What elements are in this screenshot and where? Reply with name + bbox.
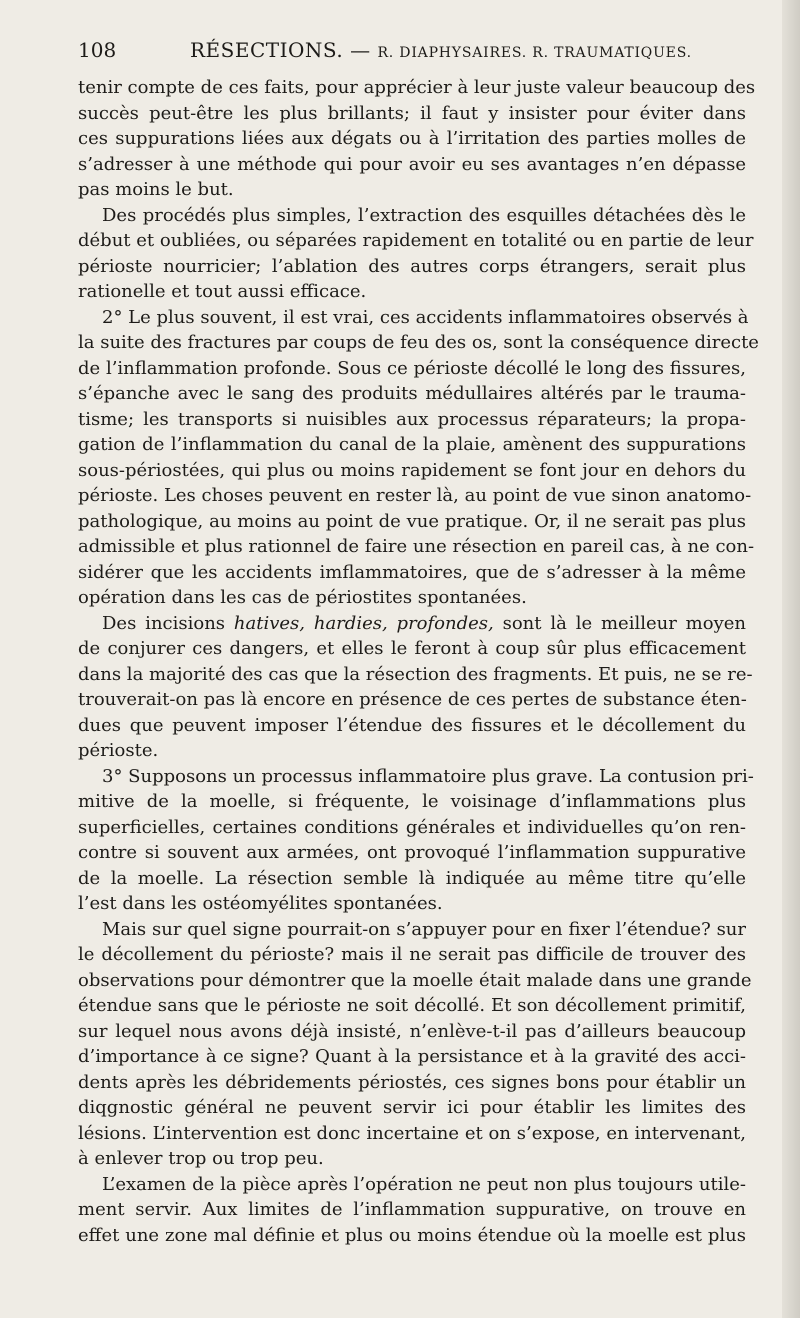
text-line: de conjurer ces dangers, et elles le feront à coup sûr plus efficacement bbox=[78, 638, 746, 659]
paragraph bbox=[78, 203, 754, 305]
text-line: lésions. L’intervention est donc incertaine et on s’expose, en intervenant, bbox=[78, 1122, 746, 1144]
text-line: à enlever trop ou trop peu. bbox=[78, 1148, 324, 1169]
text-line: superficielles, certaines conditions générales et individuelles qu’on ren- bbox=[78, 816, 746, 838]
text-line: sur lequel nous avons déjà insisté, n’enlève-t-il pas d’ailleurs beaucoup bbox=[78, 1020, 746, 1042]
running-title-sub: R. DIAPHYSAIRES. R. TRAUMATIQUES. bbox=[377, 45, 692, 61]
text-line: L’examen de la pièce après l’opération ne peut non plus toujours utile- bbox=[102, 1173, 746, 1195]
text-line: périoste nourricier; l’ablation des autres corps étrangers, serait plus bbox=[78, 255, 746, 277]
paragraph bbox=[78, 75, 756, 203]
text-line: contre si souvent aux armées, ont provoqué l’inflammation suppurative bbox=[78, 842, 746, 863]
text-line: sous-périostées, qui plus ou moins rapidement se font jour en dehors du bbox=[78, 459, 746, 481]
text-line: opération dans les cas de périostites spontanées. bbox=[78, 587, 527, 608]
text-line: pathologique, au moins au point de vue pratique. Or, il ne serait pas plus bbox=[78, 510, 746, 532]
page-edge-shadow bbox=[782, 0, 800, 1318]
text-line: sidérer que les accidents imflammatoires, que de s’adresser à la même bbox=[78, 561, 746, 583]
running-title-dash: — bbox=[350, 38, 371, 62]
text-line: Mais sur quel signe pourrait-on s’appuyer pour en fixer l’étendue? sur bbox=[102, 918, 746, 940]
text-line: admissible et plus rationnel de faire une résection en pareil cas, à ne con- bbox=[78, 536, 755, 557]
text-line: gation de l’inflammation du canal de la plaie, amènent des suppurations bbox=[78, 434, 746, 455]
text-line: l’est dans les ostéomyélites spontanées. bbox=[78, 893, 443, 914]
paragraph bbox=[78, 611, 753, 764]
text-line: périoste. Les choses peuvent en rester là, au point de vue sinon anatomo- bbox=[78, 485, 752, 506]
text-line: s’épanche avec le sang des produits médullaires altérés par le trauma- bbox=[78, 383, 746, 404]
running-title bbox=[190, 38, 692, 62]
text-line: d’importance à ce signe? Quant à la persistance et à la gravité des acci- bbox=[78, 1046, 746, 1067]
text-line: le décollement du périoste? mais il ne serait pas difficile de trouver des bbox=[78, 944, 746, 965]
text-line: périoste. bbox=[78, 740, 159, 761]
paragraph bbox=[78, 305, 759, 611]
page-number: 108 bbox=[78, 38, 117, 62]
text-line: succès peut-être les plus brillants; il faut y insister pour éviter dans bbox=[78, 102, 746, 124]
running-header bbox=[78, 38, 758, 68]
text-line: 2° Le plus souvent, il est vrai, ces accidents inflammatoires observés à bbox=[102, 306, 749, 328]
text-line: dues que peuvent imposer l’étendue des fissures et le décollement du bbox=[78, 714, 746, 736]
text-line: dans la majorité des cas que la résection des fragments. Et puis, ne se re- bbox=[78, 663, 753, 685]
text-line: tisme; les transports si nuisibles aux processus réparateurs; la propa- bbox=[78, 408, 746, 430]
paragraph bbox=[78, 917, 752, 1172]
text-line: ment servir. Aux limites de l’inflammation suppurative, on trouve en bbox=[78, 1199, 746, 1220]
text-line: dents après les débridements périostés, ces signes bons pour établir un bbox=[78, 1071, 746, 1093]
text-line: s’adresser à une méthode qui pour avoir eu ses avantages n’en dépasse bbox=[78, 153, 746, 175]
text-line: Des procédés plus simples, l’extraction des esquilles détachées dès le bbox=[102, 204, 746, 226]
text-line: effet une zone mal définie et plus ou moins étendue où la moelle est plus bbox=[78, 1224, 746, 1246]
running-title-main: RÉSECTIONS. bbox=[190, 38, 344, 62]
text-line: début et oubliées, ou séparées rapidement en totalité ou en partie de leur bbox=[78, 230, 754, 251]
text-line: diqgnostic général ne peuvent servir ici pour établir les limites des bbox=[78, 1097, 746, 1118]
text-line: pas moins le but. bbox=[78, 179, 234, 200]
text-line: étendue sans que le périoste ne soit décollé. Et son décollement primitif, bbox=[78, 995, 746, 1016]
body-text bbox=[78, 75, 759, 1248]
text-line: trouverait-on pas là encore en présence de ces pertes de substance éten- bbox=[78, 689, 747, 710]
text-line: Des incisions hatives, hardies, profondes, sont là le meilleur moyen bbox=[102, 612, 746, 634]
text-line: de la moelle. La résection semble là indiquée au même titre qu’elle bbox=[78, 867, 746, 889]
text-line: tenir compte de ces faits, pour apprécier à leur juste valeur beaucoup des bbox=[78, 77, 756, 98]
text-line: ces suppurations liées aux dégats ou à l’irritation des parties molles de bbox=[78, 128, 746, 149]
text-line: la suite des fractures par coups de feu des os, sont la conséquence directe bbox=[78, 332, 759, 353]
text-line: observations pour démontrer que la moelle était malade dans une grande bbox=[78, 969, 752, 991]
text-line: mitive de la moelle, si fréquente, le voisinage d’inflammations plus bbox=[78, 791, 746, 812]
text-line: de l’inflammation profonde. Sous ce périoste décollé le long des fissures, bbox=[78, 357, 746, 379]
paragraph bbox=[78, 764, 754, 917]
text-line: rationelle et tout aussi efficace. bbox=[78, 281, 367, 302]
text-line: 3° Supposons un processus inflammatoire plus grave. La contusion pri- bbox=[102, 765, 754, 787]
paragraph bbox=[78, 1172, 746, 1249]
